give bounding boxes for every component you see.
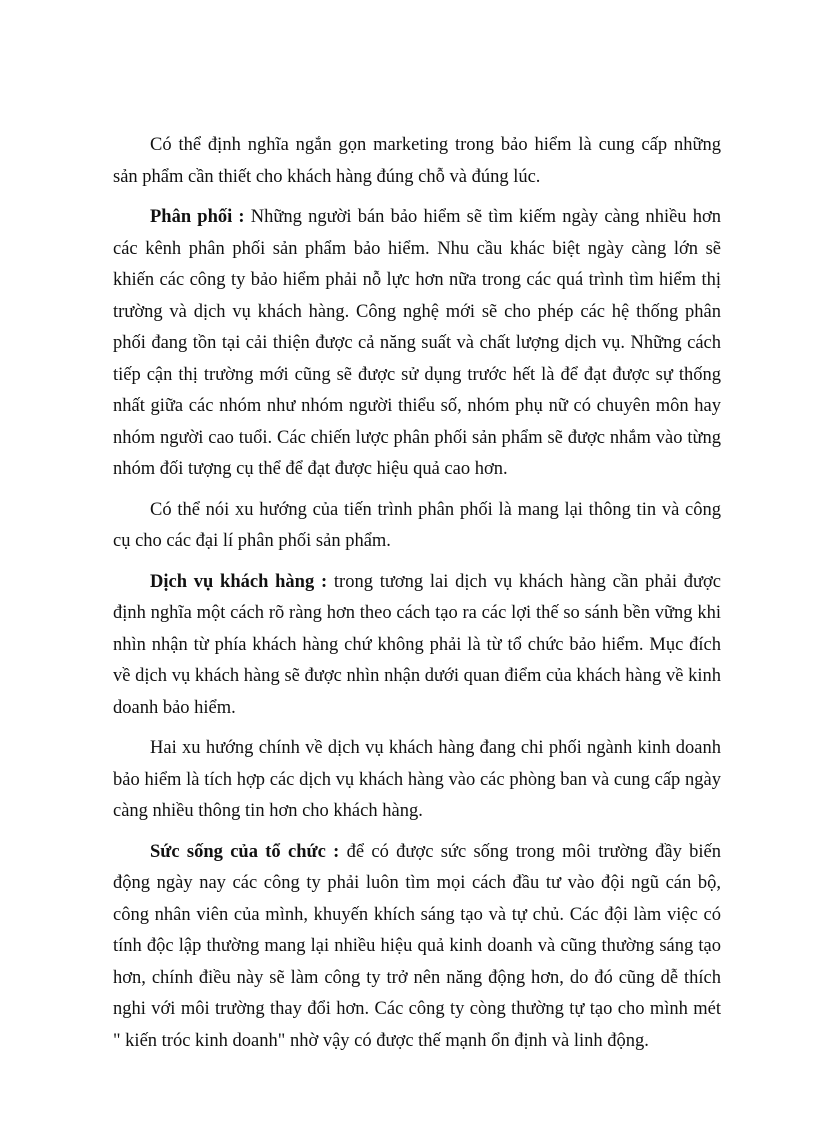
paragraph-text: Những người bán bảo hiểm sẽ tìm kiếm ngày càng nhiều hơn các kênh phân phối sản phẩm bảo hiểm. Nhu cầu khác biệt ngày càng lớn sẽ khiến các công ty bảo hiểm phải nỗ lực hơn nữa trong các quá trình tìm hiểm thị trường và dịch vụ khách hàng. Công nghệ mới sẽ cho phép các hệ thống phân phối đang tồn tại cải thiện được cả năng suất và chất lượng dịch vụ. Những cách tiếp cận thị trường mới cũng sẽ được sử dụng trước hết là để đạt được sự thống nhất giữa các nhóm như nhóm người thiểu số, nhóm phụ nữ có chuyên môn hay nhóm người cao tuổi. Các chiến lược phân phối sản phẩm sẽ được nhắm vào từng nhóm đối tượng cụ thể để đạt được hiệu quả cao hơn. bbox=[113, 207, 721, 479]
paragraph-term: Dịch vụ khách hàng : bbox=[150, 571, 328, 592]
paragraph-distribution-trend bbox=[113, 495, 721, 558]
paragraph-customer-service-trends bbox=[113, 733, 721, 828]
paragraph-text: Có thể nói xu hướng của tiến trình phân phối là mang lại thông tin và công cụ cho các đại lí phân phối sản phẩm. bbox=[113, 499, 721, 551]
paragraph-customer-service bbox=[113, 567, 721, 725]
paragraph-text: Có thể định nghĩa ngắn gọn marketing trong bảo hiểm là cung cấp những sản phẩm cần thiết cho khách hàng đúng chỗ và đúng lúc. bbox=[113, 135, 721, 187]
document-page bbox=[113, 130, 721, 1066]
paragraph-organizational-vitality bbox=[113, 837, 721, 1058]
paragraph-distribution bbox=[113, 202, 721, 486]
paragraph-term: Sức sống của tổ chức : bbox=[150, 841, 340, 862]
paragraph-text: Hai xu hướng chính về dịch vụ khách hàng đang chi phối ngành kinh doanh bảo hiểm là tích hợp các dịch vụ khách hàng vào các phòng ban và cung cấp ngày càng nhiều thông tin hơn cho khách hàng. bbox=[113, 738, 721, 821]
paragraph-text: để có được sức sống trong môi trường đầy biến động ngày nay các công ty phải luôn tìm mọi cách đầu tư vào đội ngũ cán bộ, công nhân viên của mình, khuyến khích sáng tạo và tự chủ. Các đội làm việc có tính độc lập thường mang lại nhiều hiệu quả kinh doanh và cũng thường sáng tạo hơn, chính điều này sẽ làm công ty trở nên năng động hơn, do đó cũng dễ thích nghi với môi trường thay đổi hơn. Các công ty còng thường tự tạo cho mình mét " kiến tróc kinh doanh" nhờ vậy có được thế mạnh ổn định và linh động. bbox=[113, 841, 721, 1051]
paragraph-marketing-definition bbox=[113, 130, 721, 193]
paragraph-term: Phân phối : bbox=[150, 207, 245, 227]
paragraph-text: trong tương lai dịch vụ khách hàng cần phải được định nghĩa một cách rõ ràng hơn theo cách tạo ra các lợi thế so sánh bền vững khi nhìn nhận từ phía khách hàng chứ không phải là từ tổ chức bảo hiểm. Mục đích về dịch vụ khách hàng sẽ được nhìn nhận dưới quan điểm của khách hàng về kinh doanh bảo hiểm. bbox=[113, 571, 721, 718]
